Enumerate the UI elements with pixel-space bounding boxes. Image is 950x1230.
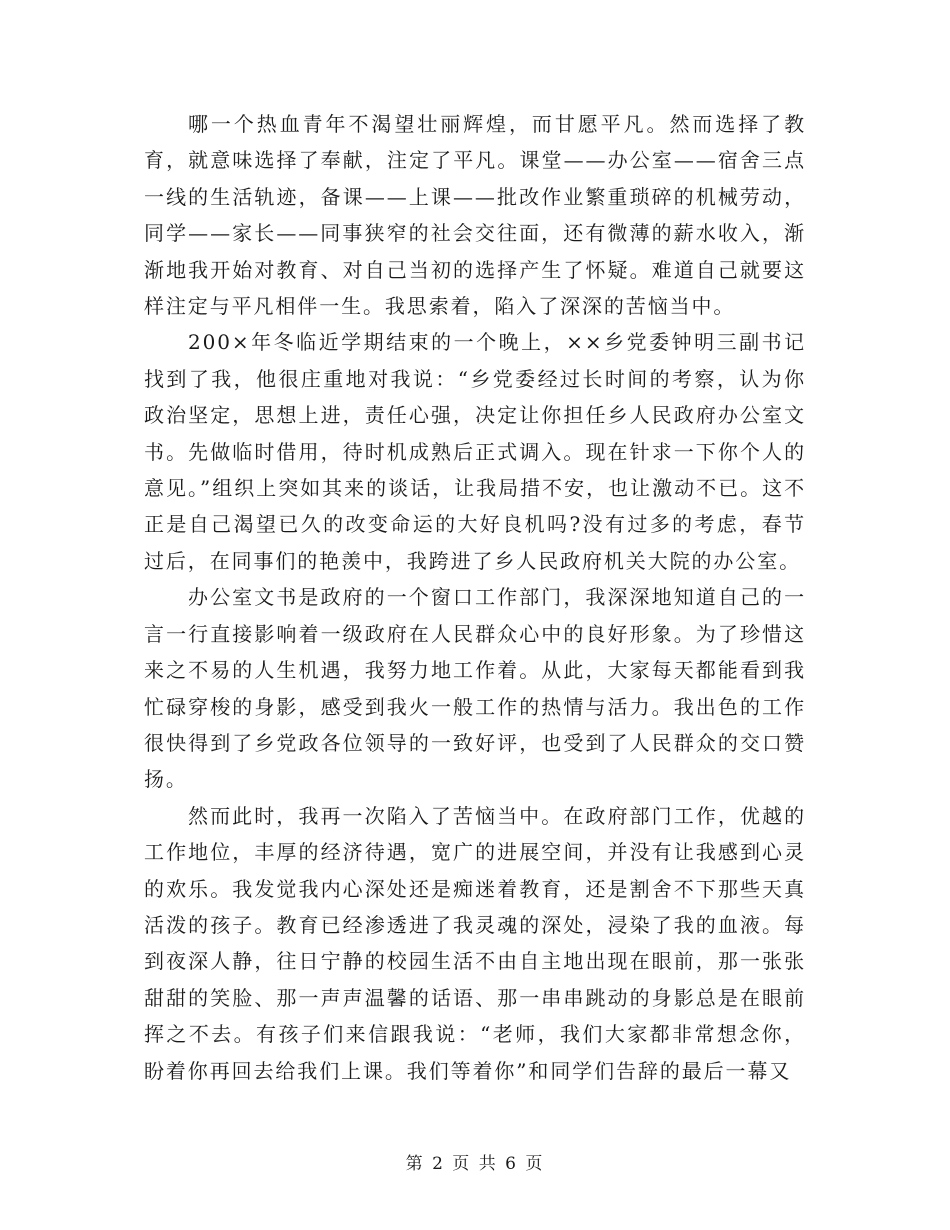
paragraph-2: 200×年冬临近学期结束的一个晚上，××乡党委钟明三副书记找到了我，他很庄重地对我说：“乡党委经过长时间的考察，认为你政治坚定，思想上进，责任心强，决定让你担任乡人民政府办公室文书。先做临时借用，待时机成熟后正式调入。现在针求一下你个人的意见。”组织上突如其来的谈话，让我局措不安，也让激动不已。这不正是自己渴望已久的改变命运的大好良机吗?没有过多的考虑，春节过后，在同事们的艳羡中，我跨进了乡人民政府机关大院的办公室。: [144, 330, 806, 573]
document-body: [144, 106, 806, 1089]
paragraph-4: 然而此时，我再一次陷入了苦恼当中。在政府部门工作，优越的工作地位，丰厚的经济待遇，宽广的进展空间，并没有让我感到心灵的欢乐。我发觉我内心深处还是痴迷着教育，还是割舍不下那些天真活泼的孩子。教育已经渗透进了我灵魂的深处，浸染了我的血液。每到夜深人静，往日宁静的校园生活不由自主地出现在眼前，那一张张甜甜的笑脸、那一声声温馨的话语、那一串串跳动的身影总是在眼前挥之不去。有孩子们来信跟我说：“老师，我们大家都非常想念你，盼着你再回去给我们上课。我们等着你”和同学们告辞的最后一幕又: [144, 803, 806, 1083]
paragraph-3: 办公室文书是政府的一个窗口工作部门，我深深地知道自己的一言一行直接影响着一级政府在人民群众心中的良好形象。为了珍惜这来之不易的人生机遇，我努力地工作着。从此，大家每天都能看到我忙碌穿梭的身影，感受到我火一般工作的热情与活力。我出色的工作很快得到了乡党政各位领导的一致好评，也受到了人民群众的交口赞扬。: [144, 585, 806, 792]
paragraph-1: 哪一个热血青年不渴望壮丽辉煌，而甘愿平凡。然而选择了教育，就意味选择了奉献，注定了平凡。课堂——办公室——宿舍三点一线的生活轨迹，备课——上课——批改作业繁重琐碎的机械劳动，同学——家长——同事狭窄的社会交往面，还有微薄的薪水收入，渐渐地我开始对教育、对自己当初的选择产生了怀疑。难道自己就要这样注定与平凡相伴一生。我思索着，陷入了深深的苦恼当中。: [144, 112, 806, 319]
page-number-footer: 第 2 页 共 6 页: [405, 1154, 545, 1174]
